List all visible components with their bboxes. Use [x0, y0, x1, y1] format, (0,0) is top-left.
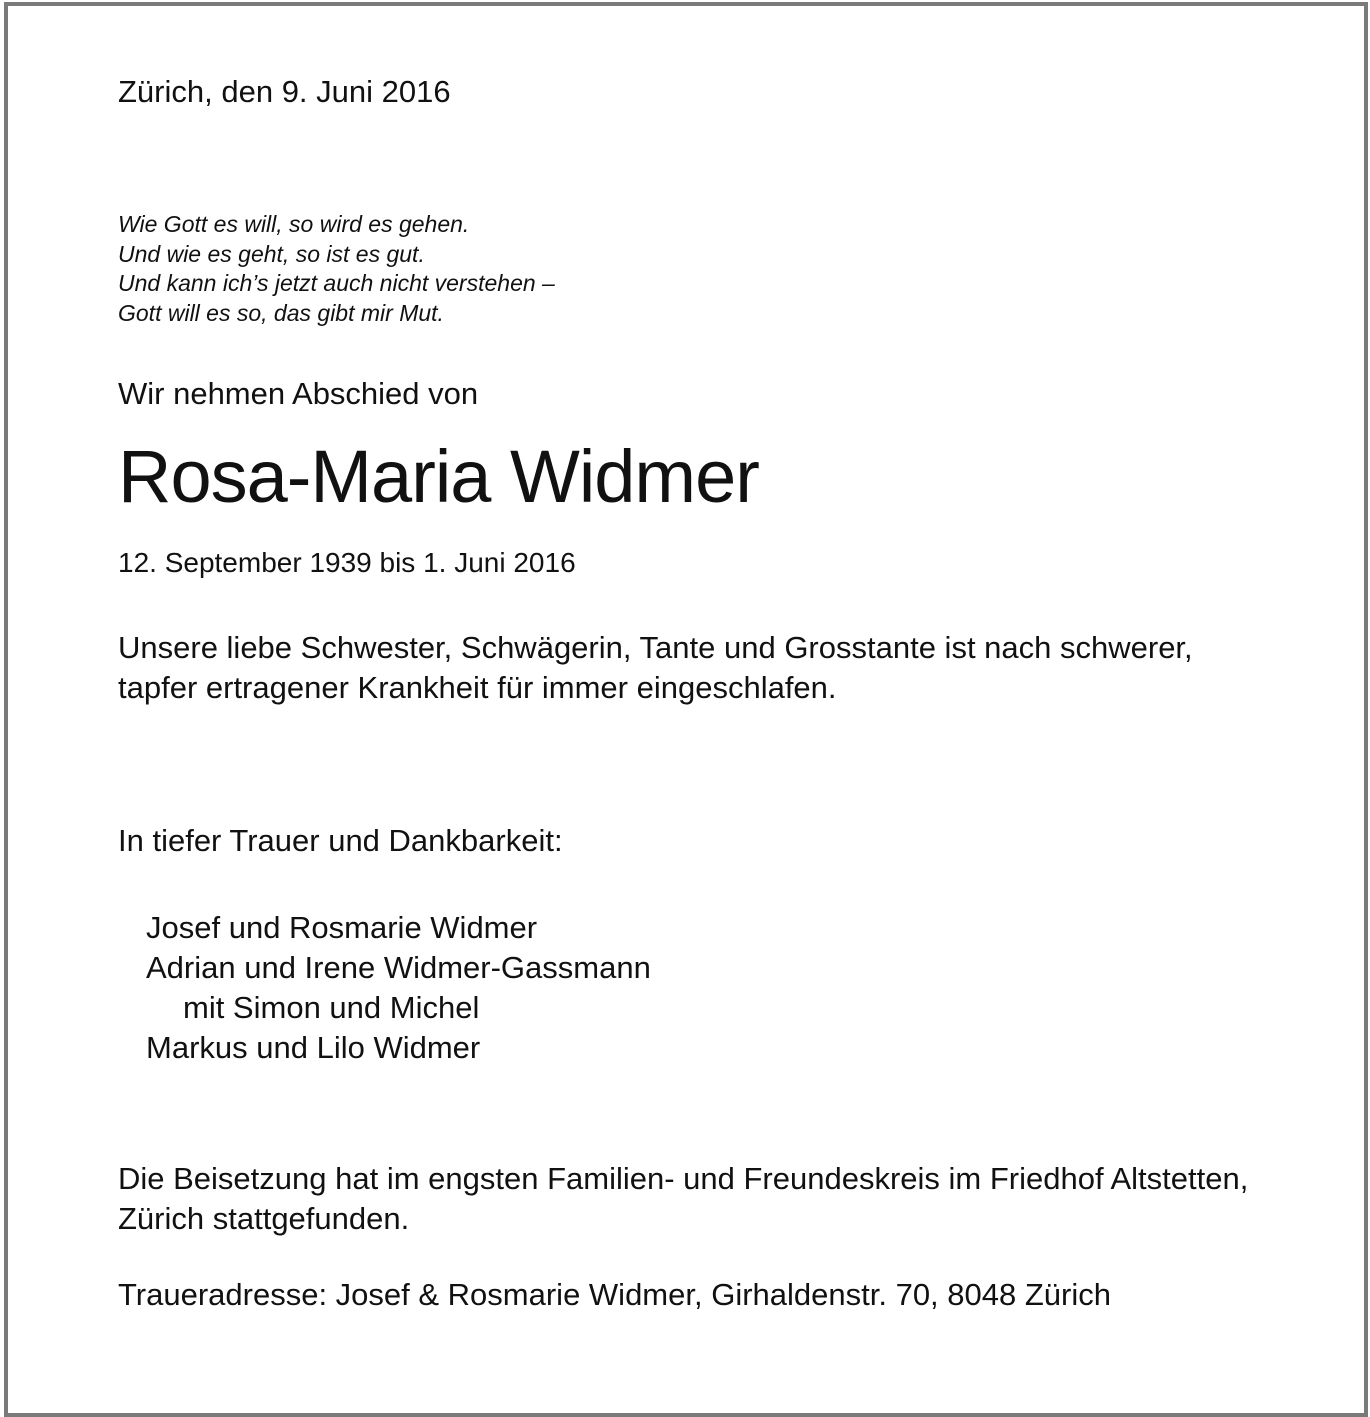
place-date: Zürich, den 9. Juni 2016	[118, 74, 451, 109]
poem-line: Und wie es geht, so ist es gut.	[118, 240, 425, 267]
mourning-address: Traueradresse: Josef & Rosmarie Widmer, Girhaldenstr. 70, 8048 Zürich	[118, 1277, 1111, 1312]
mourners-list	[146, 908, 651, 1068]
poem-line: Gott will es so, das gibt mir Mut.	[118, 299, 444, 326]
notice-frame	[4, 2, 1368, 1417]
mourning-heading: In tiefer Trauer und Dankbarkeit:	[118, 823, 563, 858]
poem-line: Wie Gott es will, so wird es gehen.	[118, 211, 470, 237]
message-line: Unsere liebe Schwester, Schwägerin, Tante und Grosstante ist nach schwerer,	[118, 630, 1193, 665]
poem	[118, 210, 555, 328]
message-line: tapfer ertragener Krankheit für immer eingeschlafen.	[118, 670, 837, 705]
ceremony-line: Zürich stattgefunden.	[118, 1201, 410, 1236]
mourner-entry: mit Simon und Michel	[183, 990, 480, 1025]
deceased-name: Rosa-Maria Widmer	[118, 435, 759, 518]
mourner-entry: Markus und Lilo Widmer	[146, 1030, 481, 1065]
mourner-entry: Adrian und Irene Widmer-Gassmann	[146, 950, 651, 985]
message-paragraph	[118, 628, 1193, 708]
mourner-entry: Josef und Rosmarie Widmer	[146, 910, 538, 945]
ceremony-line: Die Beisetzung hat im engsten Familien- und Freundeskreis im Friedhof Altstetten,	[118, 1161, 1249, 1196]
ceremony-paragraph	[118, 1159, 1248, 1239]
life-dates: 12. September 1939 bis 1. Juni 2016	[118, 547, 576, 578]
poem-line: Und kann ich’s jetzt auch nicht verstehen –	[118, 270, 555, 296]
intro-text: Wir nehmen Abschied von	[118, 376, 479, 411]
